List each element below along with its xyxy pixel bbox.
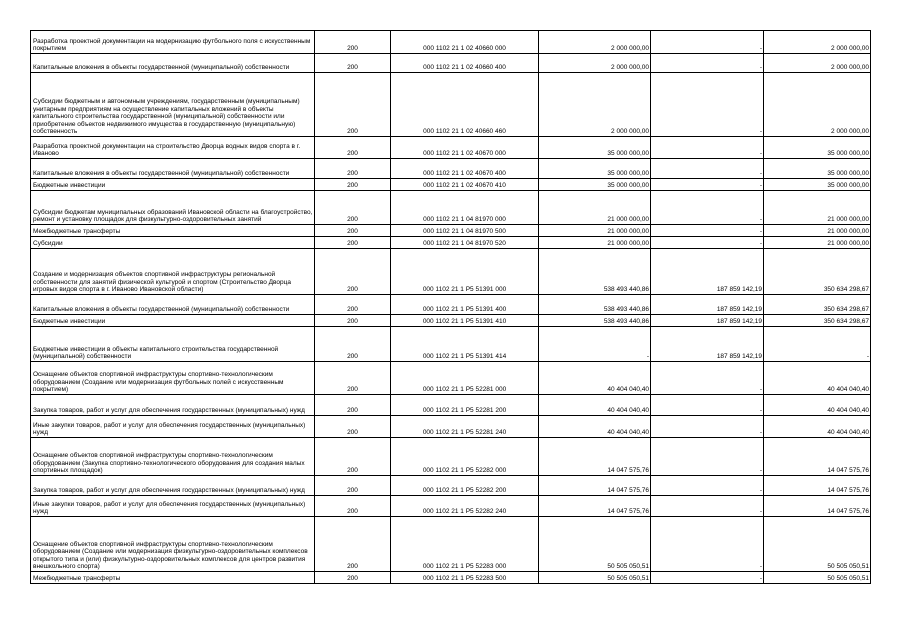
- classification-code-cell: 000 1102 21 1 P5 52283 000: [391, 517, 539, 572]
- remaining-amount-cell: -: [764, 327, 871, 362]
- remaining-amount-cell: 50 505 050,51: [764, 572, 871, 584]
- remaining-amount-cell: 40 404 040,40: [764, 416, 871, 438]
- approved-amount-cell: -: [539, 327, 651, 362]
- table-row: [31, 31, 871, 54]
- classification-code-cell: 000 1102 21 1 P5 51391 414: [391, 327, 539, 362]
- executed-amount-cell: -: [651, 476, 764, 496]
- budget-execution-table: [30, 30, 871, 584]
- remaining-amount-cell: 14 047 575,76: [764, 438, 871, 476]
- table-row: [31, 179, 871, 191]
- classification-code-cell: 000 1102 21 1 04 81970 000: [391, 191, 539, 225]
- classification-code-cell: 000 1102 21 1 02 40660 400: [391, 54, 539, 73]
- approved-amount-cell: 35 000 000,00: [539, 137, 651, 159]
- approved-amount-cell: 40 404 040,40: [539, 416, 651, 438]
- approved-amount-cell: 538 493 440,86: [539, 315, 651, 327]
- executed-amount-cell: -: [651, 572, 764, 584]
- classification-code-cell: 000 1102 21 1 02 40660 000: [391, 31, 539, 54]
- remaining-amount-cell: 40 404 040,40: [764, 395, 871, 416]
- executed-amount-cell: -: [651, 416, 764, 438]
- row-name-text: Межбюджетные трансферты: [33, 575, 121, 583]
- remaining-amount-cell: 350 634 298,67: [764, 315, 871, 327]
- executed-amount-cell: -: [651, 237, 764, 249]
- approved-amount-cell: 35 000 000,00: [539, 159, 651, 179]
- remaining-amount-cell: 2 000 000,00: [764, 54, 871, 73]
- executed-amount-cell: -: [651, 362, 764, 395]
- table-row: [31, 438, 871, 476]
- admin-code-cell: 200: [315, 249, 391, 295]
- admin-code-cell: 200: [315, 395, 391, 416]
- classification-code-cell: 000 1102 21 1 02 40670 410: [391, 179, 539, 191]
- row-name-text: Субсидии бюджетам муниципальных образований Ивановской области на благоустройство, ремонт и установку площадок для физкультурно-оздоровительных занятий: [33, 208, 313, 224]
- classification-code-cell: 000 1102 21 1 02 40670 000: [391, 137, 539, 159]
- classification-code-cell: 000 1102 21 1 P5 52282 200: [391, 476, 539, 496]
- approved-amount-cell: 14 047 575,76: [539, 438, 651, 476]
- row-name-text: Оснащение объектов спортивной инфраструктуры спортивно-технологическим оборудованием (Закупка спортивно-технологического оборудования для создания малых спортивных площадок): [33, 452, 305, 475]
- row-name-cell: [31, 159, 315, 179]
- approved-amount-cell: 21 000 000,00: [539, 237, 651, 249]
- approved-amount-cell: 40 404 040,40: [539, 395, 651, 416]
- row-name-cell: [31, 73, 315, 137]
- executed-amount-cell: -: [651, 191, 764, 225]
- classification-code-cell: 000 1102 21 1 P5 52283 500: [391, 572, 539, 584]
- admin-code-cell: 200: [315, 225, 391, 237]
- classification-code-cell: 000 1102 21 1 P5 52282 000: [391, 438, 539, 476]
- classification-code-cell: 000 1102 21 1 02 40660 460: [391, 73, 539, 137]
- remaining-amount-cell: 21 000 000,00: [764, 191, 871, 225]
- admin-code-cell: 200: [315, 73, 391, 137]
- admin-code-cell: 200: [315, 137, 391, 159]
- row-name-cell: [31, 179, 315, 191]
- row-name-text: Иные закупки товаров, работ и услуг для обеспечения государственных (муниципальных) нужд: [33, 421, 306, 437]
- row-name-text: Оснащение объектов спортивной инфраструктуры спортивно-технологическим оборудованием (Создание или модернизация физкультурно-оздоровительных комплексов открытого типа и (или) физкультурно-оздоровительных комплексов для центров развития внешкольного спорта): [33, 540, 308, 571]
- remaining-amount-cell: 350 634 298,67: [764, 249, 871, 295]
- classification-code-cell: 000 1102 21 1 P5 51391 000: [391, 249, 539, 295]
- row-name-text: Разработка проектной документации на строительство Дворца водных видов спорта в г. Иваново: [33, 142, 301, 158]
- table-row: [31, 327, 871, 362]
- table-row: [31, 249, 871, 295]
- admin-code-cell: 200: [315, 31, 391, 54]
- executed-amount-cell: -: [651, 54, 764, 73]
- executed-amount-cell: -: [651, 73, 764, 137]
- executed-amount-cell: 187 859 142,19: [651, 327, 764, 362]
- row-name-text: Создание и модернизация объектов спортивной инфраструктуры региональной собственности для занятий физической культурой и спортом (Строительство Дворца игровых видов спорта в г. Иваново Ивановской области): [33, 271, 291, 294]
- remaining-amount-cell: 14 047 575,76: [764, 496, 871, 517]
- table-row: [31, 476, 871, 496]
- row-name-text: Бюджетные инвестиции в объекты капитального строительства государственной (муниципальной) собственности: [33, 345, 279, 361]
- classification-code-cell: 000 1102 21 1 P5 52282 240: [391, 496, 539, 517]
- table-row: [31, 295, 871, 315]
- admin-code-cell: 200: [315, 476, 391, 496]
- admin-code-cell: 200: [315, 327, 391, 362]
- admin-code-cell: 200: [315, 159, 391, 179]
- row-name-text: Закупка товаров, работ и услуг для обеспечения государственных (муниципальных) нужд: [33, 487, 305, 495]
- row-name-text: Капитальные вложения в объекты государственной (муниципальной) собственности: [33, 306, 290, 314]
- executed-amount-cell: -: [651, 159, 764, 179]
- row-name-cell: [31, 362, 315, 395]
- row-name-cell: [31, 191, 315, 225]
- admin-code-cell: 200: [315, 191, 391, 225]
- table-row: [31, 137, 871, 159]
- remaining-amount-cell: 40 404 040,40: [764, 362, 871, 395]
- approved-amount-cell: 50 505 050,51: [539, 572, 651, 584]
- executed-amount-cell: -: [651, 395, 764, 416]
- row-name-cell: [31, 295, 315, 315]
- table-row: [31, 416, 871, 438]
- remaining-amount-cell: 21 000 000,00: [764, 225, 871, 237]
- admin-code-cell: 200: [315, 315, 391, 327]
- admin-code-cell: 200: [315, 237, 391, 249]
- classification-code-cell: 000 1102 21 1 04 81970 520: [391, 237, 539, 249]
- row-name-text: Межбюджетные трансферты: [33, 228, 121, 236]
- table-row: [31, 237, 871, 249]
- executed-amount-cell: -: [651, 517, 764, 572]
- executed-amount-cell: -: [651, 31, 764, 54]
- admin-code-cell: 200: [315, 362, 391, 395]
- row-name-cell: [31, 476, 315, 496]
- executed-amount-cell: 187 859 142,19: [651, 295, 764, 315]
- classification-code-cell: 000 1102 21 1 P5 51391 400: [391, 295, 539, 315]
- table-row: [31, 362, 871, 395]
- classification-code-cell: 000 1102 21 1 04 81970 500: [391, 225, 539, 237]
- table-row: [31, 159, 871, 179]
- approved-amount-cell: 35 000 000,00: [539, 179, 651, 191]
- admin-code-cell: 200: [315, 179, 391, 191]
- approved-amount-cell: 2 000 000,00: [539, 73, 651, 137]
- classification-code-cell: 000 1102 21 1 02 40670 400: [391, 159, 539, 179]
- table-row: [31, 315, 871, 327]
- row-name-cell: [31, 496, 315, 517]
- table-row: [31, 572, 871, 584]
- row-name-cell: [31, 395, 315, 416]
- row-name-cell: [31, 54, 315, 73]
- table-row: [31, 191, 871, 225]
- table-row: [31, 225, 871, 237]
- row-name-text: Капитальные вложения в объекты государственной (муниципальной) собственности: [33, 64, 290, 72]
- table-row: [31, 496, 871, 517]
- row-name-cell: [31, 137, 315, 159]
- executed-amount-cell: 187 859 142,19: [651, 315, 764, 327]
- row-name-text: Разработка проектной документации на модернизацию футбольного поля с искусственным покрытием: [33, 37, 311, 53]
- admin-code-cell: 200: [315, 416, 391, 438]
- remaining-amount-cell: 14 047 575,76: [764, 476, 871, 496]
- approved-amount-cell: 14 047 575,76: [539, 496, 651, 517]
- remaining-amount-cell: 35 000 000,00: [764, 179, 871, 191]
- remaining-amount-cell: 21 000 000,00: [764, 237, 871, 249]
- row-name-text: Закупка товаров, работ и услуг для обеспечения государственных (муниципальных) нужд: [33, 407, 305, 415]
- row-name-cell: [31, 225, 315, 237]
- row-name-cell: [31, 249, 315, 295]
- row-name-cell: [31, 237, 315, 249]
- executed-amount-cell: 187 859 142,19: [651, 249, 764, 295]
- table-row: [31, 73, 871, 137]
- admin-code-cell: 200: [315, 517, 391, 572]
- row-name-cell: [31, 438, 315, 476]
- row-name-text: Субсидии: [33, 240, 63, 248]
- approved-amount-cell: 538 493 440,86: [539, 295, 651, 315]
- remaining-amount-cell: 50 505 050,51: [764, 517, 871, 572]
- admin-code-cell: 200: [315, 572, 391, 584]
- row-name-cell: [31, 572, 315, 584]
- table-row: [31, 517, 871, 572]
- row-name-text: Иные закупки товаров, работ и услуг для обеспечения государственных (муниципальных) нужд: [33, 500, 306, 516]
- row-name-cell: [31, 517, 315, 572]
- approved-amount-cell: 538 493 440,86: [539, 249, 651, 295]
- remaining-amount-cell: 2 000 000,00: [764, 73, 871, 137]
- classification-code-cell: 000 1102 21 1 P5 52281 200: [391, 395, 539, 416]
- admin-code-cell: 200: [315, 54, 391, 73]
- admin-code-cell: 200: [315, 438, 391, 476]
- row-name-cell: [31, 315, 315, 327]
- approved-amount-cell: 50 505 050,51: [539, 517, 651, 572]
- table-body: [31, 31, 871, 584]
- approved-amount-cell: 40 404 040,40: [539, 362, 651, 395]
- admin-code-cell: 200: [315, 496, 391, 517]
- approved-amount-cell: 21 000 000,00: [539, 191, 651, 225]
- row-name-text: Бюджетные инвестиции: [33, 182, 106, 190]
- remaining-amount-cell: 2 000 000,00: [764, 31, 871, 54]
- approved-amount-cell: 21 000 000,00: [539, 225, 651, 237]
- classification-code-cell: 000 1102 21 1 P5 52281 240: [391, 416, 539, 438]
- executed-amount-cell: -: [651, 179, 764, 191]
- row-name-cell: [31, 31, 315, 54]
- admin-code-cell: 200: [315, 295, 391, 315]
- remaining-amount-cell: 35 000 000,00: [764, 137, 871, 159]
- executed-amount-cell: -: [651, 438, 764, 476]
- table-row: [31, 395, 871, 416]
- table-row: [31, 54, 871, 73]
- row-name-text: Субсидии бюджетным и автономным учреждениям, государственным (муниципальным) унитарным предприятиям на осуществление капитальных вложений в объекты капитального строительства государственной (муниципальной) собственности или приобретение объектов недвижимого имущества в государственную (муниципальную) собственность: [33, 98, 300, 136]
- executed-amount-cell: -: [651, 496, 764, 517]
- row-name-text: Капитальные вложения в объекты государственной (муниципальной) собственности: [33, 170, 290, 178]
- classification-code-cell: 000 1102 21 1 P5 51391 410: [391, 315, 539, 327]
- remaining-amount-cell: 350 634 298,67: [764, 295, 871, 315]
- approved-amount-cell: 2 000 000,00: [539, 54, 651, 73]
- executed-amount-cell: -: [651, 137, 764, 159]
- remaining-amount-cell: 35 000 000,00: [764, 159, 871, 179]
- approved-amount-cell: 14 047 575,76: [539, 476, 651, 496]
- row-name-cell: [31, 327, 315, 362]
- row-name-text: Бюджетные инвестиции: [33, 318, 106, 326]
- approved-amount-cell: 2 000 000,00: [539, 31, 651, 54]
- classification-code-cell: 000 1102 21 1 P5 52281 000: [391, 362, 539, 395]
- row-name-text: Оснащение объектов спортивной инфраструктуры спортивно-технологическим оборудованием (Создание или модернизация футбольных полей с искусственным покрытием): [33, 371, 284, 394]
- executed-amount-cell: -: [651, 225, 764, 237]
- row-name-cell: [31, 416, 315, 438]
